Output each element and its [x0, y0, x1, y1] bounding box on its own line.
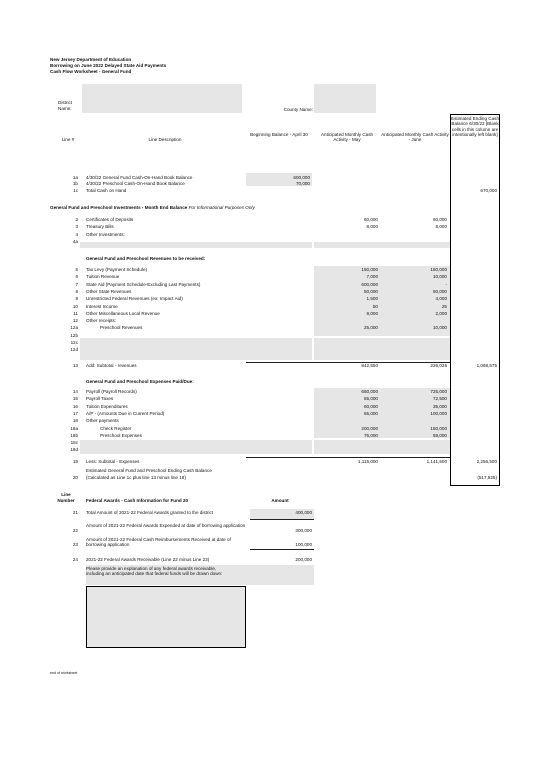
line-number: 7 [75, 281, 78, 287]
beginning-balance-value: 70,000 [295, 181, 310, 186]
may-activity-value: 8,000 [366, 224, 378, 230]
line-number: 18b [70, 432, 78, 438]
col-line-description: Line Description [148, 137, 182, 142]
federal-amount-value: 200,000 [295, 557, 312, 562]
may-activity-value: 200,000 [361, 425, 378, 431]
june-activity-value: 8,000 [435, 224, 447, 230]
federal-rule-21 [250, 519, 314, 520]
line-description: Unrestricted Federal Revenues (ex: Impact Aid) [86, 296, 183, 302]
federal-line-number: 24 [72, 557, 78, 562]
june-activity-value: 59,000 [432, 432, 447, 438]
line-description: Preschool Expenses [100, 432, 142, 438]
district-name-field[interactable] [82, 84, 242, 113]
june-activity-value: 10,000 [432, 325, 447, 331]
other-investment-input-4a[interactable] [80, 242, 312, 248]
line-description: Tax Levy (Payment Schedule) [86, 267, 148, 272]
june-activity-value: 1,141,500 [426, 459, 447, 464]
line-description: Check Register [100, 425, 132, 431]
line-description: Less: Subtotal - Expenses [86, 459, 140, 464]
ending-balance-column-frame [450, 114, 500, 486]
may-activity-value: 60,000 [363, 403, 378, 409]
may-activity-value: 25,000 [363, 325, 378, 331]
district-label-1: District [58, 100, 73, 105]
line-number: 1c [73, 188, 78, 193]
federal-col-line-1: Line [61, 492, 71, 497]
federal-rule-23 [250, 549, 314, 550]
may-activity-value: 50,000 [363, 288, 378, 294]
may-activity-value: 1,115,000 [357, 459, 378, 464]
line-number: 12d [70, 347, 78, 353]
federal-line-number: 22 [72, 528, 78, 533]
june-activity-value: 2,000 [435, 310, 447, 316]
line-description: Add: Subtotal - revenues [86, 363, 137, 368]
may-activity-value: 75,000 [363, 432, 378, 438]
may-activity-value: 65,000 [363, 410, 378, 416]
line-number: 5 [75, 267, 78, 272]
line-description: Other Miscellaneous Local Revenue [86, 310, 160, 316]
line-number: 16 [72, 403, 78, 409]
line-number: 11 [73, 310, 78, 316]
other-receipts-amount-input[interactable] [314, 338, 450, 360]
other-payments-amount-input[interactable] [314, 440, 450, 454]
col-ending-balance: Estimated Ending Cash Balance 6/30/22 [Blank cells in this column are intentionally left blank] [451, 116, 500, 137]
may-activity-value: 1,500 [366, 296, 378, 302]
line-number: 18d [70, 447, 78, 453]
expenses-section-title: General Fund and Preschool Expenses Paid/Due: [86, 379, 194, 384]
col-june-activity: Anticipated Monthly Cash Activity - June [381, 132, 449, 143]
june-activity-value: 150,000 [430, 425, 447, 431]
may-activity-value: 9,000 [366, 310, 378, 316]
line-number: 17 [72, 410, 78, 416]
line-number: 12 [72, 318, 78, 324]
line-description: Tuition Expenditures [86, 403, 128, 409]
line-number: 1b [72, 181, 78, 186]
june-activity-value: 35,000 [432, 403, 447, 409]
federal-line-number: 21 [72, 510, 78, 515]
line-number: 15 [72, 396, 78, 402]
may-activity-value: 150,000 [361, 267, 378, 272]
line-number: 14 [72, 389, 78, 394]
district-label-2: Name: [58, 106, 72, 111]
form-title: Borrowing on June 2022 Delayed State Aid Payments [50, 63, 167, 68]
line-number: 13 [72, 363, 78, 368]
line-number: 12a [70, 325, 78, 331]
col-may-activity: Anticipated Monthly Cash Activity - May [320, 132, 374, 143]
line-description: Total Cash on Hand [86, 188, 127, 193]
may-activity-value: 7,000 [366, 274, 378, 280]
federal-amount-value: 400,000 [295, 510, 312, 515]
federal-section-title: Federal Awards - Cash Information for Fund 20 [86, 498, 189, 503]
county-name-field[interactable] [314, 84, 376, 113]
end-of-worksheet: end of worksheet [50, 671, 78, 675]
line-number: 1a [72, 175, 78, 180]
worksheet-title: Cash Flow Worksheet - General Fund [50, 69, 132, 74]
line-20-desc-2: (Calculated as Line 1c plus line 13 minus line 19) [86, 475, 186, 480]
line-description: Other receipts: [86, 318, 117, 324]
federal-explanation-prompt: Please provide an explanation of any federal awards receivable, including an anticipated date that federal funds will be drawn down: [86, 566, 223, 577]
revenue-subtotal-rule [246, 362, 450, 363]
line-description: Other Investments: [86, 231, 125, 237]
investments-section-title: General Fund and Preschool Investments - Month End Balance For Informational Purposes Only [50, 205, 255, 210]
line-number: 10 [72, 303, 78, 309]
federal-line-description: Amount of 2021-22 Federal Cash Reimbursements Received at date of borrowing application [86, 537, 231, 548]
line-description: Preschool Revenues [100, 325, 143, 331]
line-number: 9 [75, 296, 78, 302]
june-activity-value: 100,000 [430, 410, 447, 416]
june-activity-value: 10,000 [432, 274, 447, 280]
expense-subtotal-rule [246, 457, 450, 458]
line-20-desc-1: Estimated General Fund and Preschool Ending Cash Balance [86, 468, 212, 473]
other-receipts-desc-input[interactable] [80, 338, 312, 360]
line-description: Certificates of Deposits [86, 217, 134, 222]
line-number: 18a [70, 425, 78, 431]
june-activity-value: 226,025 [430, 363, 447, 368]
may-activity-value: 600,000 [361, 281, 378, 287]
federal-line-description: Total Amount of 2021-22 Federal Awards granted to the district [86, 510, 214, 515]
may-activity-value: 60,000 [363, 217, 378, 222]
line-description: 4/30/22 General Fund Cash-On-Hand Book Balance [86, 175, 193, 180]
federal-line-number: 23 [72, 542, 78, 547]
line-number: 6 [75, 274, 78, 280]
federal-amount-header: Amount [271, 498, 289, 503]
line-description: Payroll Taxes [86, 396, 114, 402]
line-description: A/P - (Amounts Due in Current Period) [86, 410, 165, 416]
june-activity-value: 25 [441, 303, 447, 309]
june-activity-value: 4,000 [435, 296, 447, 302]
federal-amount-value: 100,000 [295, 542, 312, 547]
ending-balance-value: 670,000 [480, 188, 497, 193]
other-payments-desc-input[interactable] [80, 440, 312, 454]
june-activity-value: 72,500 [432, 396, 447, 402]
line-description: Tuition Revenue [86, 274, 120, 280]
line-description: Treasury Bills [86, 224, 114, 230]
federal-col-line-2: Number [57, 498, 75, 503]
may-activity-value: 65,000 [363, 396, 378, 402]
line-description: State Aid (Payment Schedule-Excluding Last Payments) [86, 281, 201, 287]
line-description: Interest Income [86, 303, 118, 309]
line-number: 19 [72, 459, 78, 464]
federal-line-description: 2021-22 Federal Awards Receivable (Line 22 minus Line 23) [86, 557, 210, 562]
other-investment-amount-4a[interactable] [314, 242, 450, 248]
col-line-number: Line # [61, 137, 75, 142]
june-activity-value: - [445, 281, 447, 287]
line-description: Other payments [86, 418, 119, 424]
june-activity-value: 150,000 [430, 267, 447, 272]
line-number: 12c [70, 340, 78, 345]
ending-balance-value: 1,068,575 [476, 363, 497, 368]
line-20-ending-value: (517,925) [477, 475, 497, 480]
line-20-number: 20 [72, 475, 78, 480]
line-number: 2 [75, 217, 78, 222]
federal-explanation-input[interactable] [86, 586, 246, 648]
revenues-section-title: General Fund and Preschool Revenues to be received: [86, 256, 206, 261]
may-activity-value: 650,000 [361, 389, 378, 394]
beginning-balance-value: 600,000 [293, 175, 310, 180]
line-number: 18 [72, 418, 78, 424]
line-description: 4/30/22 Preschool Cash-On-Hand Book Balance [86, 181, 185, 186]
line-description: Payroll (Payroll Records) [86, 389, 137, 394]
line-number: 4a [72, 238, 78, 244]
county-label: County Name: [283, 107, 313, 112]
line-number: 3 [75, 224, 78, 230]
federal-amount-value: 300,000 [295, 528, 312, 533]
agency-title: New Jersey Department of Education [50, 57, 132, 62]
federal-line-description: Amount of 2021-22 Federal Awards Expended at date of borrowing application [86, 523, 246, 528]
line-description: Other State Revenues [86, 288, 132, 294]
may-activity-value: 842,550 [361, 363, 378, 368]
ending-balance-value: 2,256,500 [476, 459, 497, 464]
june-activity-value: 60,000 [432, 217, 447, 222]
line-number: 18c [70, 440, 78, 446]
line-number: 12b [70, 332, 78, 338]
line-number: 8 [75, 288, 78, 294]
may-activity-value: 50 [372, 303, 378, 309]
june-activity-value: 50,000 [432, 288, 447, 294]
june-activity-value: 725,000 [430, 389, 447, 394]
line-number: 4 [75, 231, 78, 237]
col-beginning-balance: Beginning Balance - April 30 [250, 132, 308, 137]
